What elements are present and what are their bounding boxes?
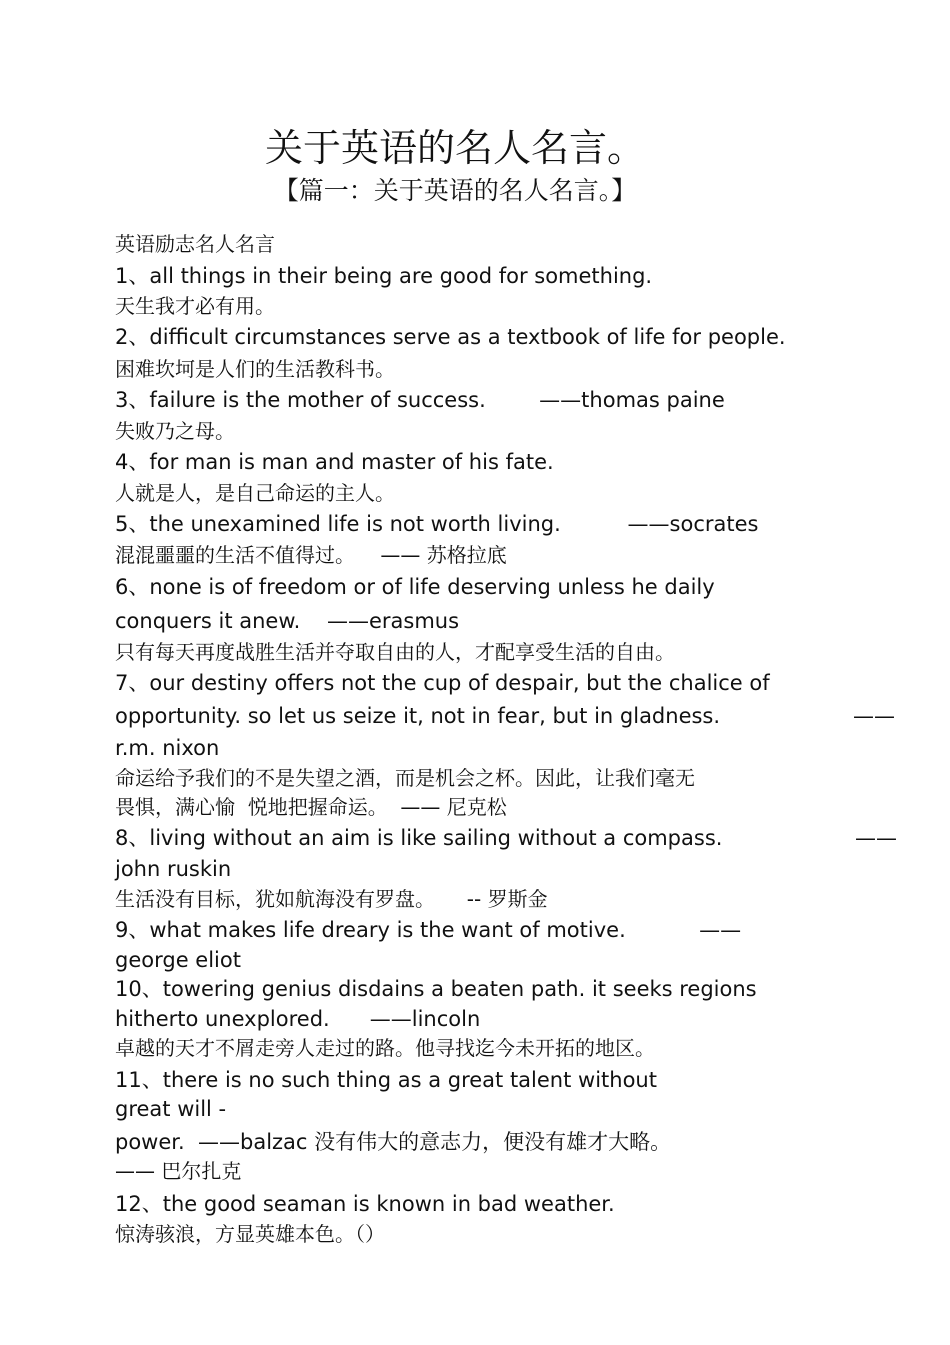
quote-line-en: great will - xyxy=(115,1097,227,1121)
quote-line-en: r.m. nixon xyxy=(115,736,220,760)
quote-line-zh: 失败乃之母。 xyxy=(115,419,235,443)
quote-line-en: 3、failure is the mother of success. ——thomas paine xyxy=(115,388,725,412)
section-heading: 英语励志名人名言 xyxy=(115,232,275,256)
quote-line-en: 2、difficult circumstances serve as a textbook of life for people. xyxy=(115,325,786,349)
quote-line-zh: 生活没有目标，犹如航海没有罗盘。 -- 罗斯金 xyxy=(115,887,548,911)
quote-line-zh: 混混噩噩的生活不值得过。 —— 苏格拉底 xyxy=(115,543,507,567)
quote-line-en: john ruskin xyxy=(115,857,232,881)
quote-line-en: conquers it anew. ——erasmus xyxy=(115,609,460,633)
quote-line-zh: 命运给予我们的不是失望之酒，而是机会之杯。因此，让我们毫无 xyxy=(115,766,695,790)
document-subtitle: 【篇一：关于英语的名人名言。】 xyxy=(273,176,637,205)
quote-line-zh: 畏惧，满心愉 悦地把握命运。 —— 尼克松 xyxy=(115,795,507,819)
quote-line-zh: 惊涛骇浪，方显英雄本色。（） xyxy=(115,1222,385,1246)
quote-line-zh: 只有每天再度战胜生活并夺取自由的人，才配享受生活的自由。 xyxy=(115,640,675,664)
quote-line-en: hitherto unexplored. ——lincoln xyxy=(115,1007,481,1031)
quote-line-mixed: power. ——balzac 没有伟大的意志力，便没有雄才大略。 xyxy=(115,1130,672,1154)
quote-line-zh: 卓越的天才不屑走旁人走过的路。他寻找迄今未开拓的地区。 xyxy=(115,1036,655,1060)
attribution-dash: —— xyxy=(853,704,895,728)
quote-line-en: 12、the good seaman is known in bad weather. xyxy=(115,1192,615,1216)
quote-line-en: 5、the unexamined life is not worth living. ——socrates xyxy=(115,512,759,536)
quote-line-zh: 天生我才必有用。 xyxy=(115,294,275,318)
quote-line-en: 7、our destiny offers not the cup of despair, but the chalice of xyxy=(115,671,770,695)
quote-line-en: opportunity. so let us seize it, not in fear, but in gladness. xyxy=(115,704,721,728)
quote-line-zh: 人就是人，是自己命运的主人。 xyxy=(115,481,395,505)
quote-line-en: 4、for man is man and master of his fate. xyxy=(115,450,554,474)
quote-line-en: george eliot xyxy=(115,948,241,972)
document-title: 关于英语的名人名言。 xyxy=(264,126,645,170)
quote-line-en: 6、none is of freedom or of life deserving unless he daily xyxy=(115,575,715,599)
attribution-dash: —— xyxy=(855,826,897,850)
quote-line-zh: 困难坎坷是人们的生活教科书。 xyxy=(115,357,395,381)
quote-line-en: 11、there is no such thing as a great talent without xyxy=(115,1068,657,1092)
quote-line-en: 1、all things in their being are good for something. xyxy=(115,264,653,288)
quote-line-en: 9、what makes life dreary is the want of motive. —— xyxy=(115,918,742,942)
quote-line-en: 10、towering genius disdains a beaten path. it seeks regions xyxy=(115,977,757,1001)
quote-line-zh: —— 巴尔扎克 xyxy=(115,1159,242,1183)
quote-line-en: 8、living without an aim is like sailing without a compass. xyxy=(115,826,723,850)
